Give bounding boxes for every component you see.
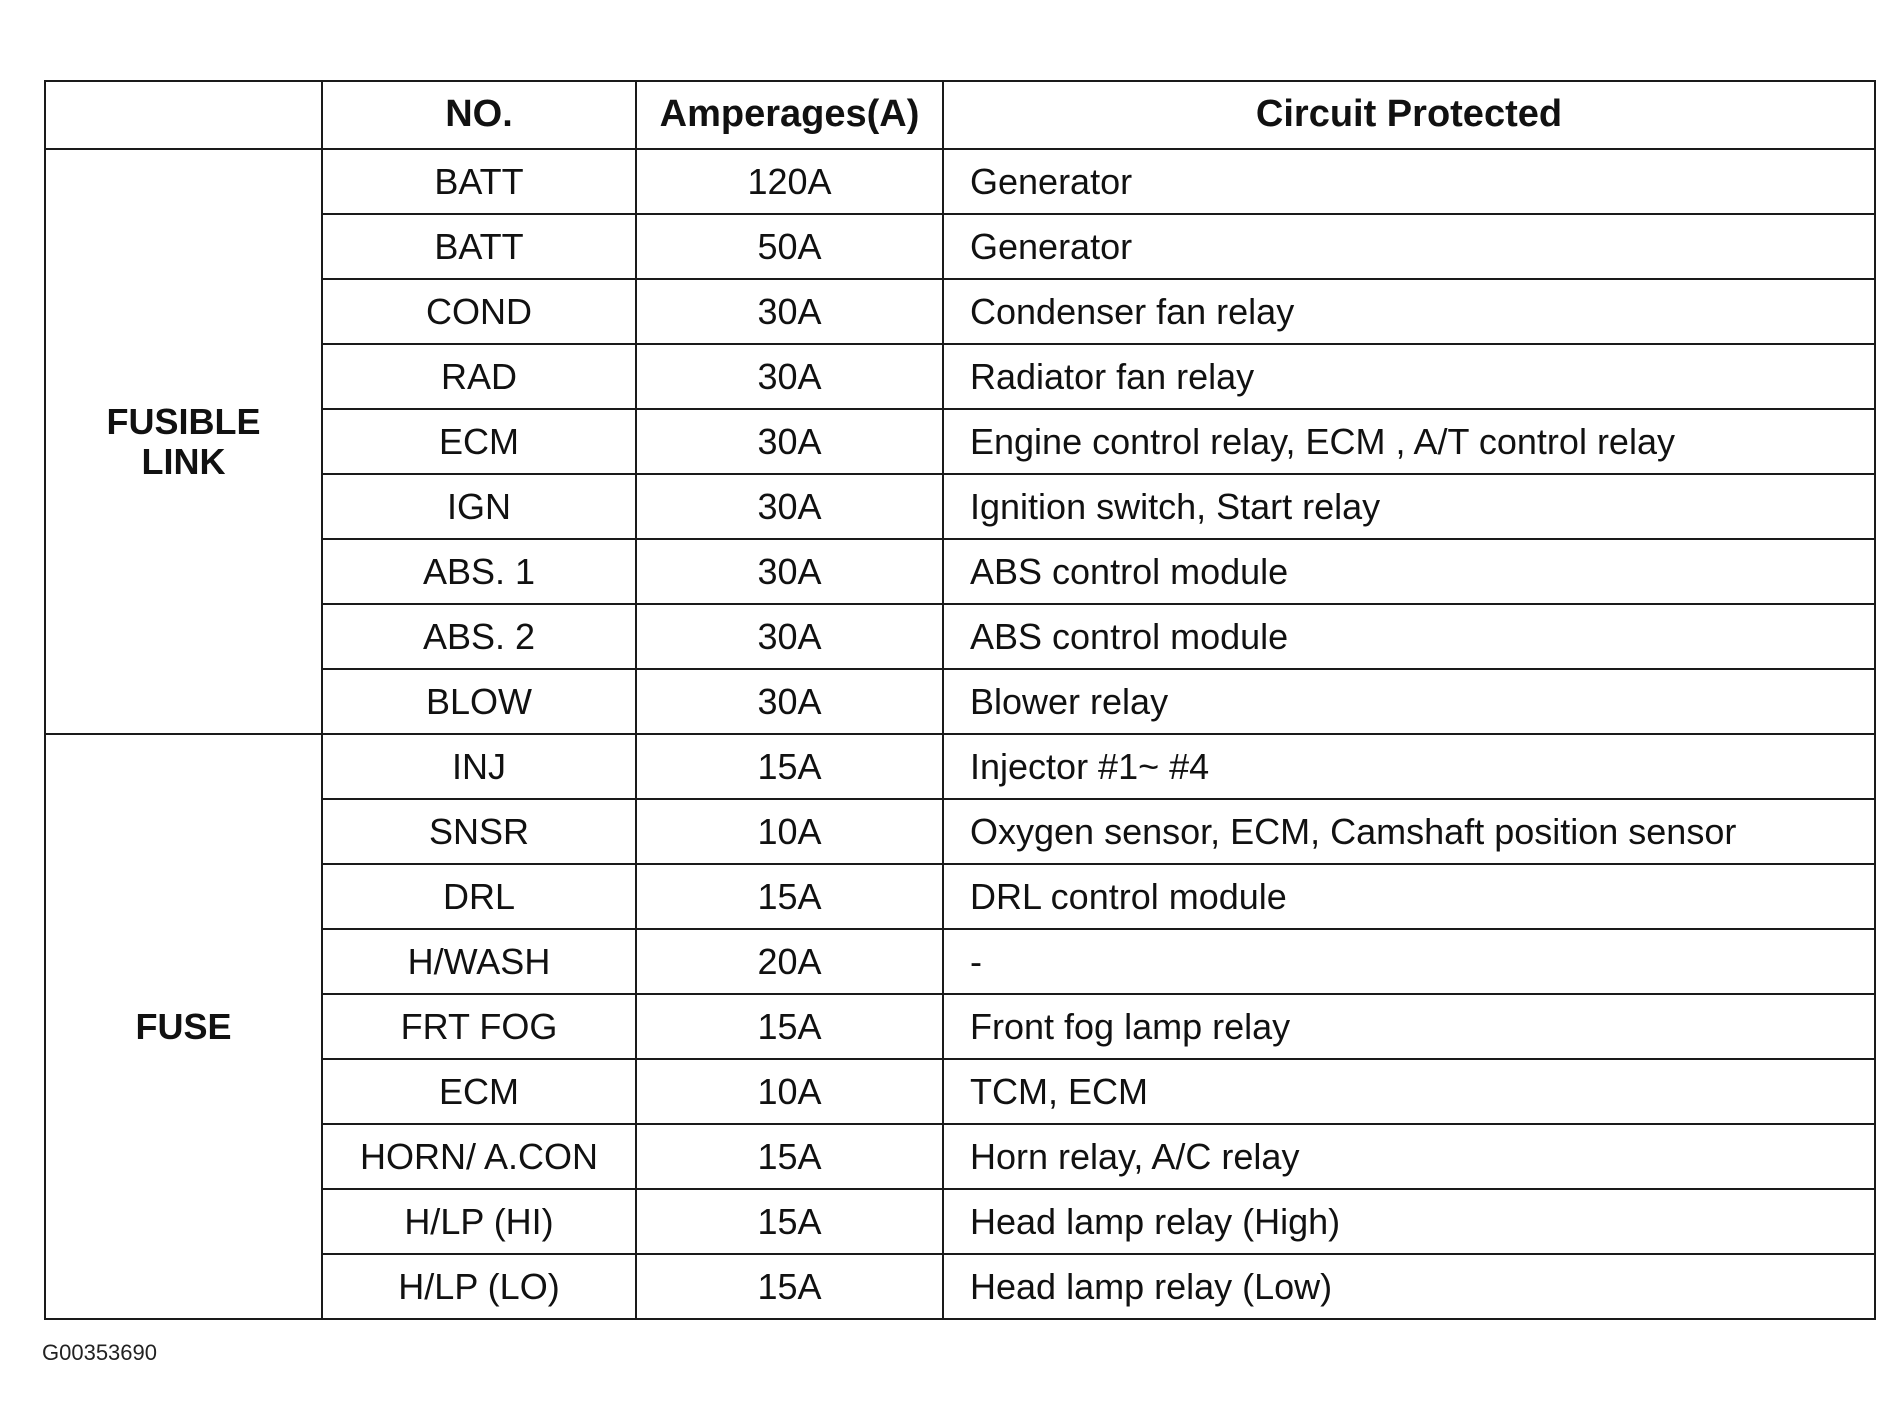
fuse-amperage: 10A	[636, 799, 943, 864]
fuse-amperage: 15A	[636, 1254, 943, 1319]
group-label-line: FUSIBLE	[106, 400, 261, 442]
fuse-no: INJ	[322, 734, 636, 799]
circuit-protected: Generator	[943, 149, 1875, 214]
fuse-no: IGN	[322, 474, 636, 539]
circuit-protected: ABS control module	[943, 604, 1875, 669]
fuse-table	[44, 80, 1876, 1320]
circuit-protected: Horn relay, A/C relay	[943, 1124, 1875, 1189]
table-row	[45, 734, 1875, 799]
circuit-protected: Radiator fan relay	[943, 344, 1875, 409]
fuse-amperage: 15A	[636, 1189, 943, 1254]
circuit-protected: Engine control relay, ECM , A/T control relay	[943, 409, 1875, 474]
fuse-amperage: 15A	[636, 864, 943, 929]
fuse-no: COND	[322, 279, 636, 344]
fuse-no: BATT	[322, 149, 636, 214]
group-label-line: LINK	[141, 440, 226, 482]
table-header	[45, 81, 1875, 149]
circuit-protected: Blower relay	[943, 669, 1875, 734]
fuse-no: H/LP (LO)	[322, 1254, 636, 1319]
fuse-amperage: 20A	[636, 929, 943, 994]
circuit-protected: -	[943, 929, 1875, 994]
circuit-protected: ABS control module	[943, 539, 1875, 604]
fuse-no: ECM	[322, 1059, 636, 1124]
circuit-protected: Oxygen sensor, ECM, Camshaft position sensor	[943, 799, 1875, 864]
fuse-no: RAD	[322, 344, 636, 409]
header-row	[45, 81, 1875, 149]
circuit-protected: Condenser fan relay	[943, 279, 1875, 344]
fuse-no: ECM	[322, 409, 636, 474]
fuse-amperage: 30A	[636, 474, 943, 539]
fuse-amperage: 15A	[636, 994, 943, 1059]
fuse-amperage: 30A	[636, 604, 943, 669]
circuit-protected: Head lamp relay (High)	[943, 1189, 1875, 1254]
fuse-amperage: 10A	[636, 1059, 943, 1124]
circuit-protected: DRL control module	[943, 864, 1875, 929]
fuse-amperage: 50A	[636, 214, 943, 279]
fuse-amperage: 15A	[636, 734, 943, 799]
header-amperage: Amperages(A)	[636, 81, 943, 149]
header-group	[45, 81, 322, 149]
fuse-no: H/WASH	[322, 929, 636, 994]
circuit-protected: Generator	[943, 214, 1875, 279]
circuit-protected: Head lamp relay (Low)	[943, 1254, 1875, 1319]
circuit-protected: Front fog lamp relay	[943, 994, 1875, 1059]
group-label	[45, 149, 322, 734]
fuse-no: H/LP (HI)	[322, 1189, 636, 1254]
fuse-amperage: 15A	[636, 1124, 943, 1189]
header-no: NO.	[322, 81, 636, 149]
fuse-no: SNSR	[322, 799, 636, 864]
fuse-no: BLOW	[322, 669, 636, 734]
circuit-protected: TCM, ECM	[943, 1059, 1875, 1124]
table-body	[45, 149, 1875, 1319]
fuse-no: HORN/ A.CON	[322, 1124, 636, 1189]
fuse-amperage: 30A	[636, 409, 943, 474]
fuse-amperage: 120A	[636, 149, 943, 214]
fuse-amperage: 30A	[636, 344, 943, 409]
fuse-no: BATT	[322, 214, 636, 279]
table-row	[45, 149, 1875, 214]
fuse-no: ABS. 1	[322, 539, 636, 604]
fuse-amperage: 30A	[636, 669, 943, 734]
fuse-amperage: 30A	[636, 539, 943, 604]
figure-id: G00353690	[42, 1340, 157, 1365]
fuse-no: FRT FOG	[322, 994, 636, 1059]
fuse-no: ABS. 2	[322, 604, 636, 669]
fuse-no: DRL	[322, 864, 636, 929]
fuse-amperage: 30A	[636, 279, 943, 344]
header-circuit: Circuit Protected	[943, 81, 1875, 149]
circuit-protected: Ignition switch, Start relay	[943, 474, 1875, 539]
group-label-line: FUSE	[135, 1005, 232, 1047]
group-label	[45, 734, 322, 1319]
circuit-protected: Injector #1~ #4	[943, 734, 1875, 799]
